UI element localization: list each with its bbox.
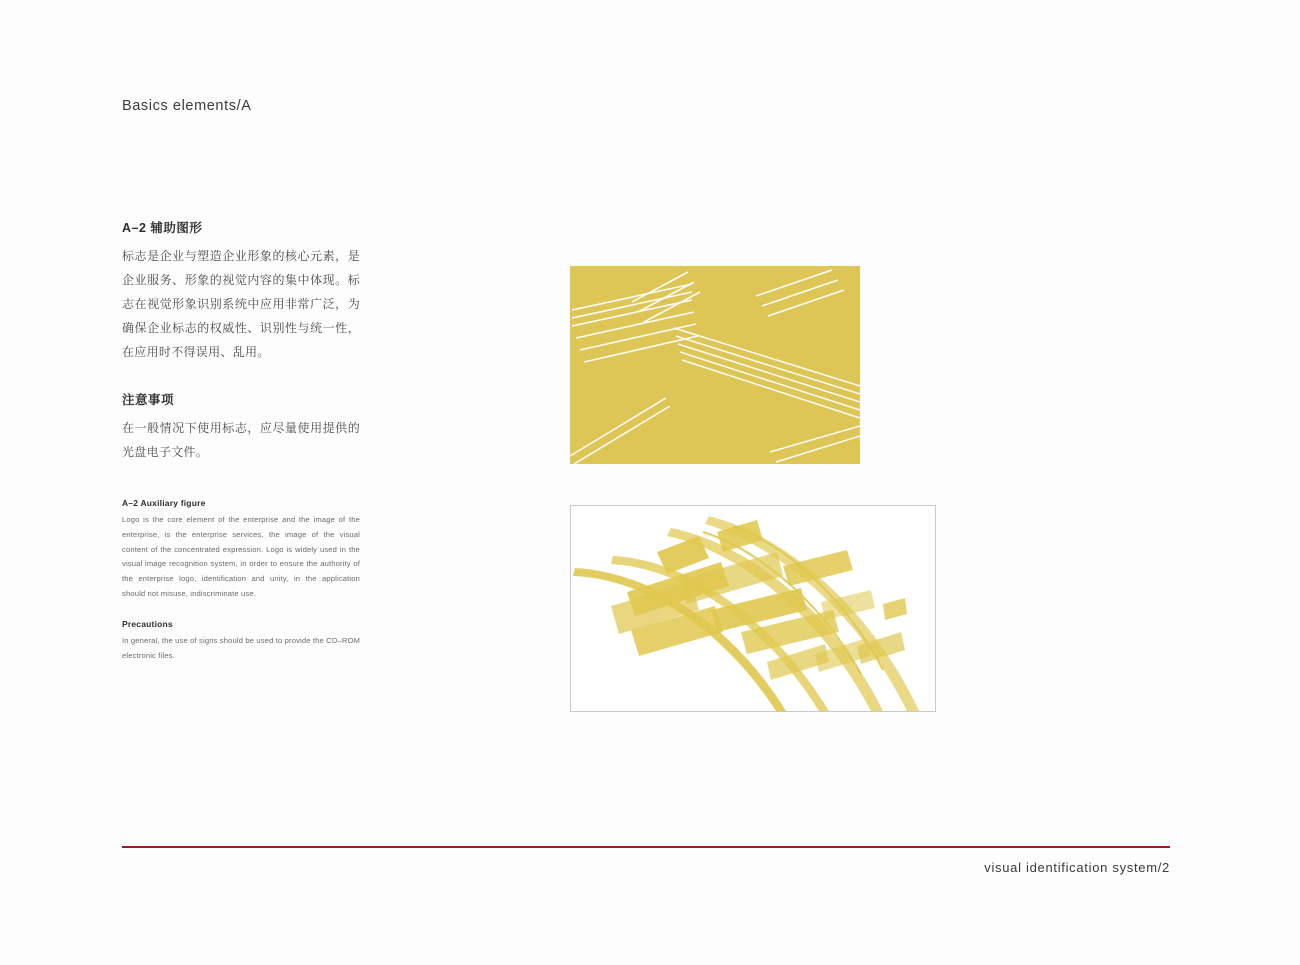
precautions-heading-en: Precautions [122, 618, 173, 629]
precautions-block-en [122, 619, 360, 664]
auxiliary-block-en [122, 498, 360, 602]
page-header-title: Basics elements/A [122, 98, 252, 114]
section-heading-en: A–2 Auxiliary figure [122, 498, 206, 508]
section-heading-cn: A–2 辅助图形 [122, 221, 203, 235]
text-column [122, 218, 360, 663]
auxiliary-figure-ribbon-panel [570, 505, 936, 712]
section-body-en: Logo is the core element of the enterprise and the image of the enterprise, is the enterprise services, the image of the visual content of the concentrated expression. Logo is widely used in the visual image recognition system, in order to ensure the authority of the enterprise logo, identification and unity, in the application should not misuse, indiscriminate use. [122, 515, 360, 598]
precautions-block-cn [122, 390, 360, 464]
precautions-body-cn: 在一般情况下使用标志，应尽量使用提供的光盘电子文件。 [122, 421, 360, 459]
footer-label: visual identification system/2 [984, 860, 1170, 875]
yellow-panel-graphic [570, 266, 860, 464]
footer-rule [122, 846, 1170, 848]
precautions-heading-cn: 注意事项 [122, 393, 175, 407]
section-body-cn: 标志是企业与塑造企业形象的核心元素，是企业服务、形象的视觉内容的集中体现。标志在视觉形象识别系统中应用非常广泛，为确保企业标志的权威性、识别性与统一性，在应用时不得误用、乱用。 [122, 249, 360, 359]
ribbon-panel-graphic [571, 506, 935, 711]
auxiliary-figure-yellow-panel [570, 266, 860, 464]
precautions-body-en: In general, the use of signs should be used to provide the CD–ROM electronic files. [122, 635, 360, 660]
